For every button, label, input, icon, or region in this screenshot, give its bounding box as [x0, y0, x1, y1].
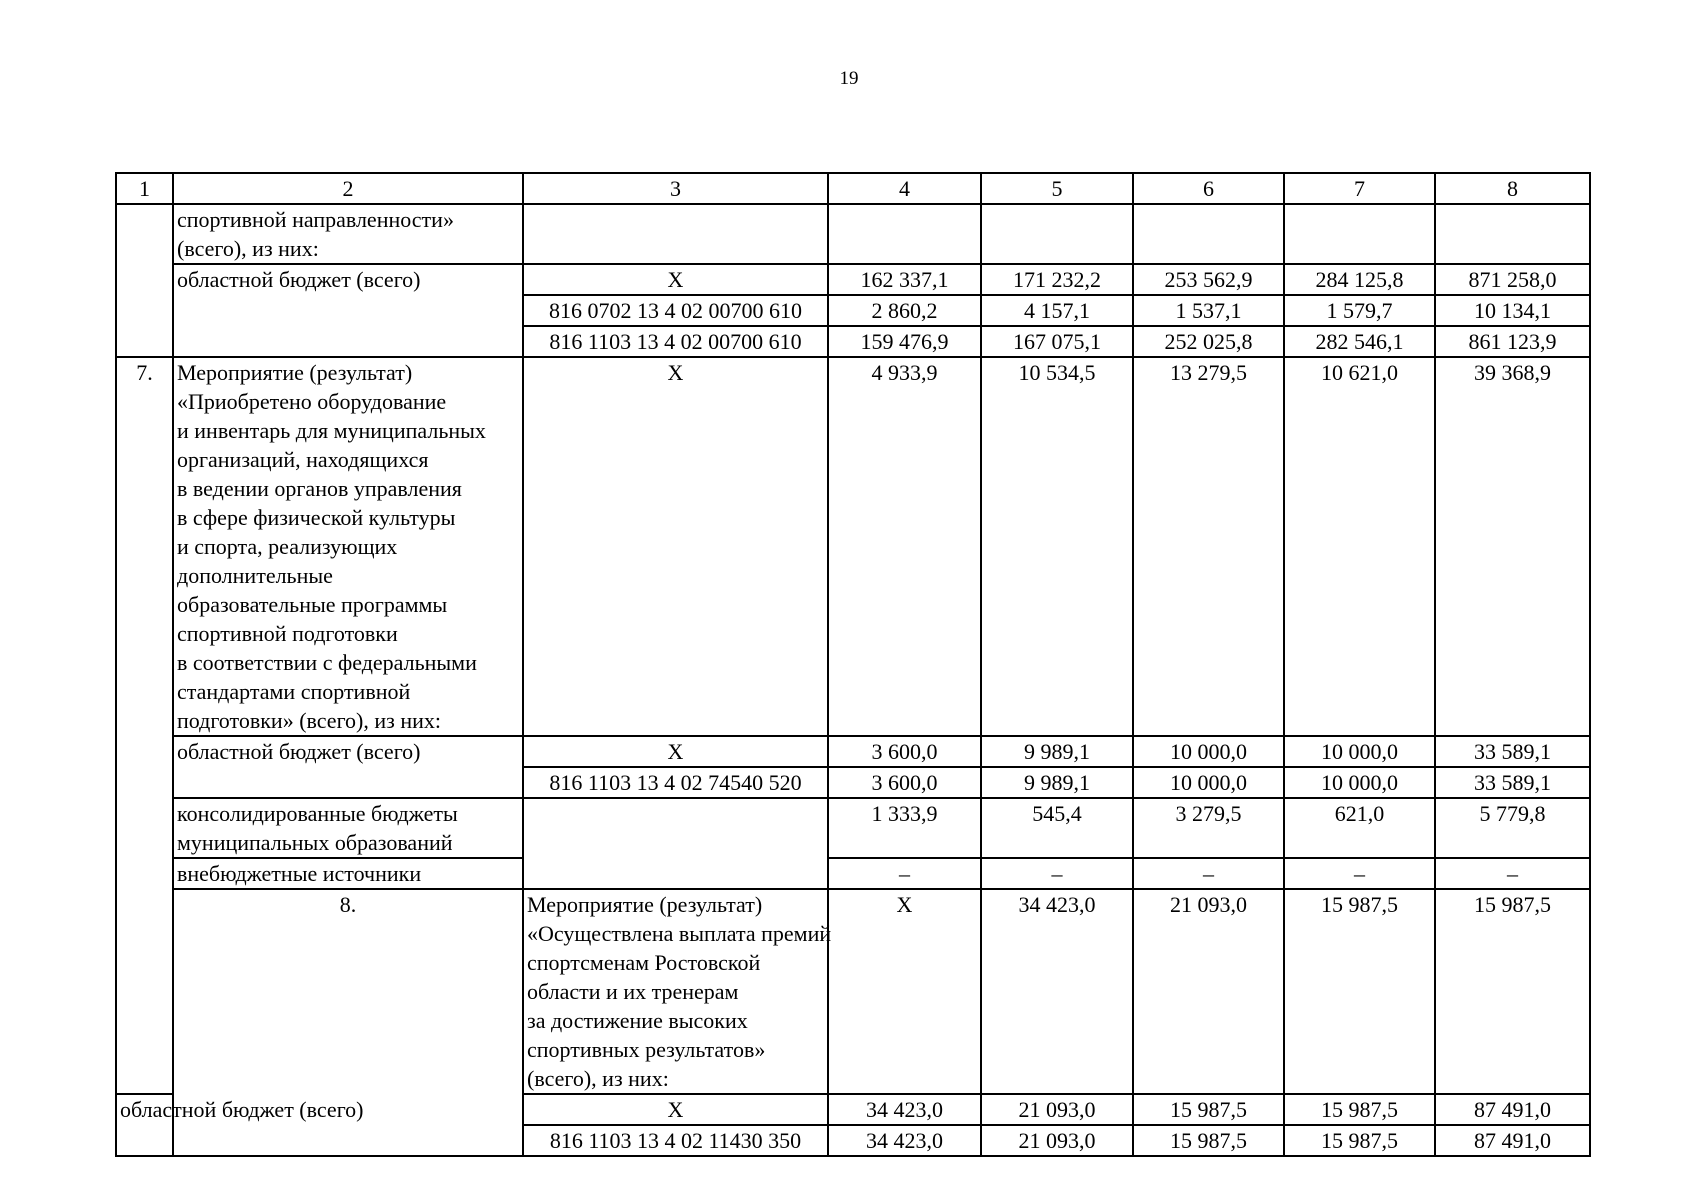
value-cell: 545,4	[981, 798, 1133, 858]
value-cell: 159 476,9	[828, 326, 981, 357]
value-cell: –	[1133, 858, 1284, 889]
value-cell	[1435, 204, 1590, 264]
value-cell: 10 000,0	[1133, 736, 1284, 767]
value-cell: 3 600,0	[828, 767, 981, 798]
value-cell: 4 933,9	[828, 357, 981, 736]
value-cell: 10 621,0	[1284, 357, 1435, 736]
code-cell: 816 1103 13 4 02 74540 520	[523, 767, 828, 798]
table-row	[116, 736, 1590, 767]
value-cell: 252 025,8	[1133, 326, 1284, 357]
value-cell: 1 537,1	[1133, 295, 1284, 326]
budget-table	[115, 172, 1591, 1157]
value-cell: 284 125,8	[1284, 264, 1435, 295]
value-cell: 9 989,1	[981, 767, 1133, 798]
value-cell: 10 000,0	[1133, 767, 1284, 798]
value-cell: 871 258,0	[1435, 264, 1590, 295]
title-line: спортивной подготовки	[177, 621, 398, 646]
value-cell: 33 589,1	[1435, 767, 1590, 798]
header-cell: 6	[1133, 173, 1284, 204]
table-row	[116, 1094, 1590, 1125]
value-cell: 15 987,5	[1133, 1094, 1284, 1125]
code-cell: 816 0702 13 4 02 00700 610	[523, 295, 828, 326]
table-row	[116, 204, 1590, 264]
activity-title-cell	[173, 357, 523, 736]
title-line: в ведении органов управления	[177, 476, 462, 501]
source-label-cell: областной бюджет (всего)	[173, 264, 523, 357]
table-row	[116, 357, 1590, 736]
code-cell: X	[523, 736, 828, 767]
value-cell: 2 860,2	[828, 295, 981, 326]
title-line: Мероприятие (результат)	[177, 360, 413, 385]
value-cell: 282 546,1	[1284, 326, 1435, 357]
table-row	[116, 264, 1590, 295]
value-cell: 21 093,0	[1133, 889, 1284, 1094]
value-cell	[1284, 204, 1435, 264]
title-line: подготовки» (всего), из них:	[177, 708, 441, 733]
value-cell: 15 987,5	[1284, 1094, 1435, 1125]
header-cell: 1	[116, 173, 173, 204]
header-cell: 8	[1435, 173, 1590, 204]
table-row	[116, 798, 1590, 858]
value-cell: 10 000,0	[1284, 736, 1435, 767]
title-line: (всего), из них:	[177, 236, 319, 261]
row-number-cell	[116, 204, 173, 357]
value-cell: 21 093,0	[981, 1094, 1133, 1125]
value-cell: 10 534,5	[981, 357, 1133, 736]
value-cell: 15 987,5	[1284, 1125, 1435, 1156]
value-cell: 1 579,7	[1284, 295, 1435, 326]
value-cell: 87 491,0	[1435, 1094, 1590, 1125]
header-cell: 3	[523, 173, 828, 204]
title-line: (всего), из них:	[527, 1066, 669, 1091]
value-cell: 10 000,0	[1284, 767, 1435, 798]
title-line: образовательные программы	[177, 592, 448, 617]
value-cell: –	[981, 858, 1133, 889]
code-cell: X	[828, 889, 981, 1094]
page-number: 19	[839, 68, 859, 89]
header-cell: 5	[981, 173, 1133, 204]
activity-title-cell	[173, 204, 523, 264]
title-line: «Осуществлена выплата премий	[527, 921, 832, 946]
value-cell: 10 134,1	[1435, 295, 1590, 326]
value-cell: 861 123,9	[1435, 326, 1590, 357]
title-line: и инвентарь для муниципальных	[177, 418, 486, 443]
title-line: Мероприятие (результат)	[527, 892, 763, 917]
value-cell: –	[1435, 858, 1590, 889]
value-cell: 21 093,0	[981, 1125, 1133, 1156]
value-cell: 15 987,5	[1133, 1125, 1284, 1156]
value-cell	[981, 204, 1133, 264]
value-cell: 39 368,9	[1435, 357, 1590, 736]
title-line: области и их тренерам	[527, 979, 739, 1004]
source-label-cell	[173, 798, 523, 858]
code-cell	[523, 204, 828, 264]
row-number-cell: 7.	[116, 357, 173, 1094]
header-row	[116, 173, 1590, 204]
value-cell: 15 987,5	[1284, 889, 1435, 1094]
code-cell: 816 1103 13 4 02 11430 350	[523, 1125, 828, 1156]
title-line: спортивных результатов»	[527, 1037, 766, 1062]
value-cell: 171 232,2	[981, 264, 1133, 295]
code-cell: X	[523, 1094, 828, 1125]
value-cell: 1 333,9	[828, 798, 981, 858]
header-cell: 4	[828, 173, 981, 204]
value-cell: 34 423,0	[981, 889, 1133, 1094]
title-line: дополнительные	[177, 563, 333, 588]
value-cell: 3 279,5	[1133, 798, 1284, 858]
value-cell	[1133, 204, 1284, 264]
title-line: «Приобретено оборудование	[177, 389, 447, 414]
source-label-cell: областной бюджет (всего)	[116, 1094, 173, 1156]
title-line: в сфере физической культуры	[177, 505, 456, 530]
value-cell: 167 075,1	[981, 326, 1133, 357]
value-cell: 5 779,8	[1435, 798, 1590, 858]
title-line: спортсменам Ростовской	[527, 950, 761, 975]
activity-title-cell	[523, 889, 832, 1094]
value-cell	[828, 204, 981, 264]
value-cell: –	[1284, 858, 1435, 889]
value-cell: 9 989,1	[981, 736, 1133, 767]
value-cell: 4 157,1	[981, 295, 1133, 326]
code-cell: X	[523, 357, 828, 736]
label-line: консолидированные бюджеты	[177, 801, 458, 826]
row-number-cell: 8.	[173, 889, 523, 1156]
title-line: в соответствии с федеральными	[177, 650, 477, 675]
header-cell: 7	[1284, 173, 1435, 204]
value-cell: –	[828, 858, 981, 889]
label-line: муниципальных образований	[177, 830, 453, 855]
value-cell: 621,0	[1284, 798, 1435, 858]
title-line: за достижение высоких	[527, 1008, 748, 1033]
table-row	[116, 858, 1590, 889]
header-cell: 2	[173, 173, 523, 204]
value-cell: 162 337,1	[828, 264, 981, 295]
source-label-cell: внебюджетные источники	[173, 858, 523, 889]
value-cell: 13 279,5	[1133, 357, 1284, 736]
code-cell: X	[523, 264, 828, 295]
title-line: организаций, находящихся	[177, 447, 429, 472]
value-cell: 3 600,0	[828, 736, 981, 767]
code-cell: 816 1103 13 4 02 00700 610	[523, 326, 828, 357]
value-cell: 34 423,0	[828, 1125, 981, 1156]
title-line: спортивной направленности»	[177, 207, 454, 232]
title-line: и спорта, реализующих	[177, 534, 398, 559]
code-cell	[523, 798, 828, 889]
value-cell: 15 987,5	[1435, 889, 1590, 1094]
table-row	[116, 889, 1590, 1094]
value-cell: 34 423,0	[828, 1094, 981, 1125]
source-label-cell: областной бюджет (всего)	[173, 736, 523, 798]
title-line: стандартами спортивной	[177, 679, 411, 704]
value-cell: 253 562,9	[1133, 264, 1284, 295]
value-cell: 33 589,1	[1435, 736, 1590, 767]
value-cell: 87 491,0	[1435, 1125, 1590, 1156]
